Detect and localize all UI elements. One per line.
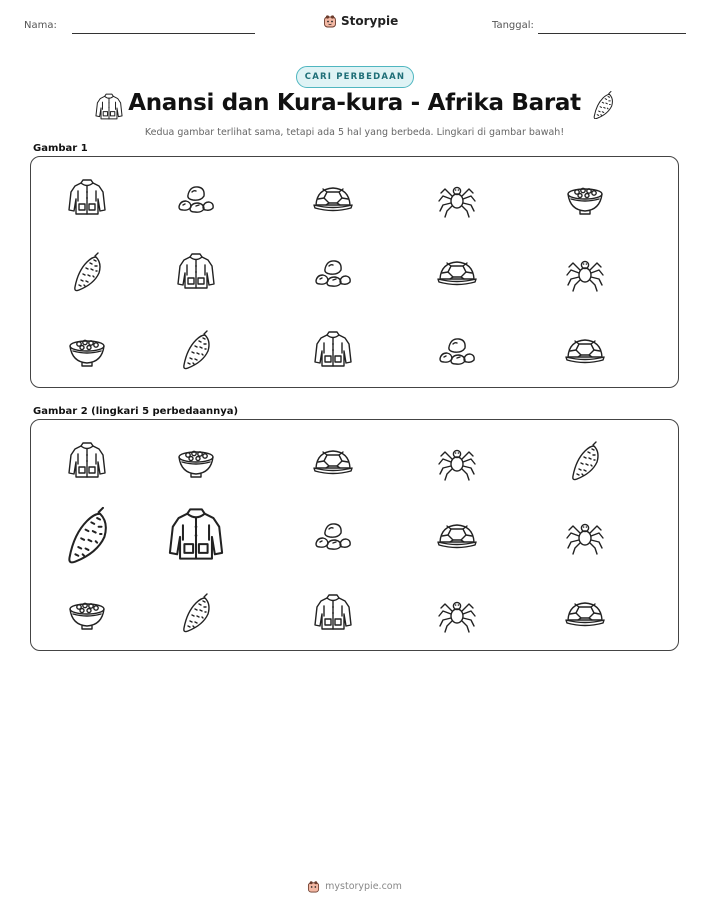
rocks-icon	[174, 177, 218, 217]
spider-icon	[435, 440, 479, 480]
rocks-icon	[311, 251, 355, 291]
grid-cell	[65, 177, 109, 217]
grid-cell[interactable]	[435, 592, 479, 632]
bowl-icon	[65, 329, 109, 369]
name-label: Nama:	[24, 20, 57, 31]
yam-icon	[174, 592, 218, 632]
yam-icon	[587, 90, 619, 119]
grid-cell	[65, 329, 109, 369]
yam-icon	[65, 251, 109, 291]
jacket-icon	[65, 177, 109, 217]
footer	[0, 880, 709, 893]
bowl-icon	[174, 440, 218, 480]
grid-cell[interactable]	[435, 440, 479, 480]
activity-badge: CARI PERBEDAAN	[296, 66, 414, 88]
turtle-shell-icon	[563, 592, 607, 632]
storypie-logo-icon	[323, 14, 337, 28]
grid-cell[interactable]	[563, 440, 607, 480]
instructions: Kedua gambar terlihat sama, tetapi ada 5 hal yang berbeda. Lingkari di gambar bawah!	[144, 127, 565, 138]
grid-cell[interactable]	[174, 592, 218, 632]
grid-cell	[435, 177, 479, 217]
grid-cell	[174, 177, 218, 217]
title-yam-icon	[587, 90, 619, 123]
turtle-shell-icon	[311, 440, 355, 480]
bowl-icon	[563, 177, 607, 217]
date-line[interactable]	[538, 33, 686, 34]
turtle-shell-icon	[311, 177, 355, 217]
jacket-icon	[65, 440, 109, 480]
grid-cell[interactable]	[164, 505, 228, 563]
brand-name: Storypie	[341, 14, 399, 28]
picture2-label: Gambar 2 (lingkari 5 perbedaannya)	[33, 406, 239, 417]
storypie-footer-icon	[307, 880, 320, 893]
grid-cell[interactable]	[311, 592, 355, 632]
rocks-icon	[435, 329, 479, 369]
grid-cell	[563, 251, 607, 291]
grid-cell	[563, 329, 607, 369]
jacket-icon	[311, 329, 355, 369]
jacket-icon	[311, 592, 355, 632]
yam-icon	[55, 505, 119, 563]
jacket-icon	[174, 251, 218, 291]
rocks-icon	[311, 514, 355, 554]
grid-cell	[563, 177, 607, 217]
picture2-panel[interactable]	[30, 419, 679, 651]
grid-cell[interactable]	[55, 505, 119, 563]
grid-cell[interactable]	[311, 514, 355, 554]
grid-cell	[435, 251, 479, 291]
picture1-label: Gambar 1	[33, 143, 88, 154]
spider-icon	[435, 177, 479, 217]
yam-icon	[174, 329, 218, 369]
grid-cell	[311, 251, 355, 291]
spider-icon	[435, 592, 479, 632]
brand-logo	[323, 14, 398, 28]
name-line[interactable]	[72, 33, 255, 34]
turtle-shell-icon	[435, 251, 479, 291]
date-label: Tanggal:	[492, 20, 534, 31]
grid-cell	[174, 251, 218, 291]
grid-cell[interactable]	[174, 440, 218, 480]
grid-cell[interactable]	[311, 440, 355, 480]
spider-icon	[563, 251, 607, 291]
grid-cell	[311, 329, 355, 369]
bowl-icon	[65, 592, 109, 632]
yam-icon	[563, 440, 607, 480]
turtle-shell-icon	[435, 514, 479, 554]
grid-cell	[435, 329, 479, 369]
grid-cell[interactable]	[563, 514, 607, 554]
grid-cell	[174, 329, 218, 369]
jacket-icon	[164, 505, 228, 563]
footer-url[interactable]: mystorypie.com	[325, 881, 402, 892]
spider-icon	[563, 514, 607, 554]
picture1-panel	[30, 156, 679, 388]
grid-cell	[311, 177, 355, 217]
page-title: Anansi dan Kura-kura - Afrika Barat	[128, 90, 581, 116]
turtle-shell-icon	[563, 329, 607, 369]
grid-cell[interactable]	[435, 514, 479, 554]
grid-cell[interactable]	[65, 440, 109, 480]
grid-cell[interactable]	[563, 592, 607, 632]
grid-cell	[65, 251, 109, 291]
grid-cell[interactable]	[65, 592, 109, 632]
